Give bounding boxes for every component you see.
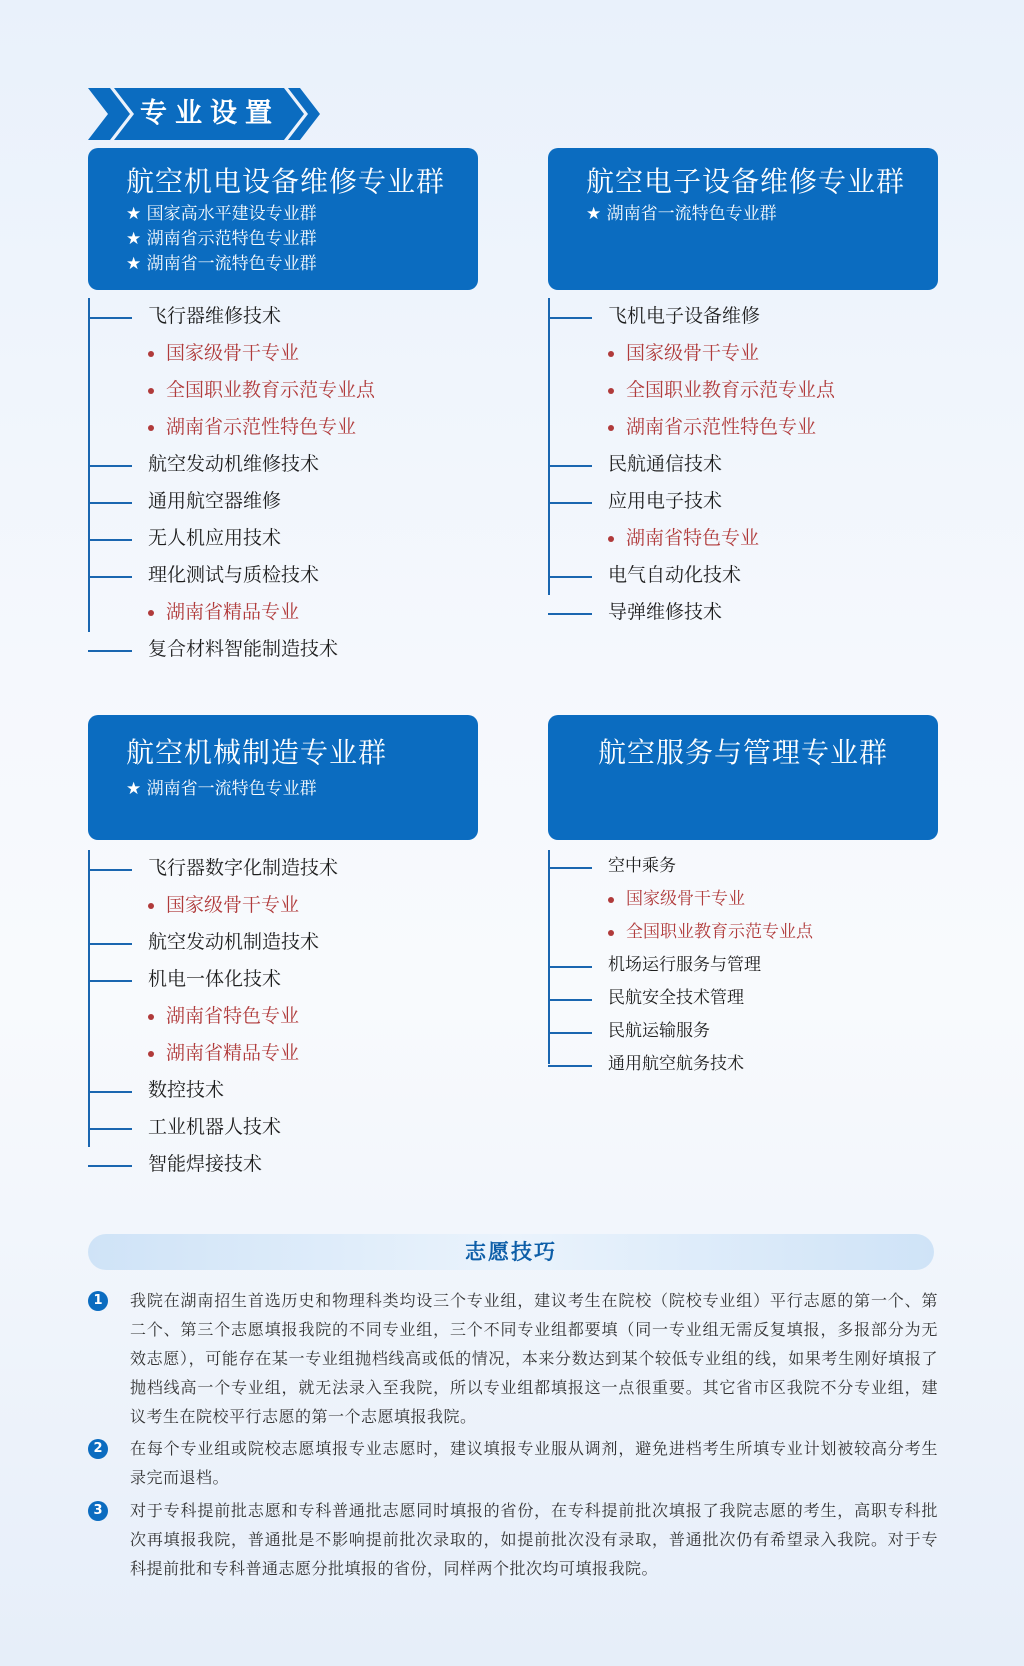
feature-item: 湖南省示范性特色专业 (88, 409, 478, 446)
bullet-dot-icon (608, 930, 614, 936)
group-header (88, 715, 478, 840)
tip-text: 我院在湖南招生首选历史和物理科类均设三个专业组，建议考生在院校（院校专业组）平行志愿的第一个、第二个、第三个志愿填报我院的不同专业组，三个不同专业组都要填（同一专业组无需反复填报，多报部分为无效志愿），可能存在某一专业组抛档线高或低的情况，本来分数达到某个较低专业组的线，如果考生刚好填报了抛档线高一个专业组，就无法录入至我院，所以专业组都填报这一点很重要。其它省市区我院不分专业组，建议考生在院校平行志愿的第一个志愿填报我院。 (130, 1291, 938, 1426)
major-item: 数控技术 (88, 1072, 478, 1109)
section-title-ribbon (88, 88, 328, 140)
major-item: 民航安全技术管理 (548, 982, 938, 1015)
major-item: 理化测试与质检技术 (88, 557, 478, 594)
major-group (548, 715, 938, 1081)
number-circle-icon: 2 (88, 1439, 108, 1459)
section-title: 专业设置 (140, 98, 280, 129)
major-item: 智能焊接技术 (88, 1146, 478, 1183)
tips-title-bar: 志愿技巧 (88, 1234, 934, 1270)
tip-text: 在每个专业组或院校志愿填报专业志愿时，建议填报专业服从调剂，避免进档考生所填专业计划被较高分考生录完而退档。 (130, 1439, 938, 1487)
major-tree (88, 850, 478, 1183)
major-item: 飞行器数字化制造技术 (88, 850, 478, 887)
feature-item: 湖南省特色专业 (88, 998, 478, 1035)
group-title: 航空机械制造专业群 (126, 736, 388, 769)
major-item: 民航通信技术 (548, 446, 938, 483)
tip-text: 对于专科提前批志愿和专科普通批志愿同时填报的省份，在专科提前批次填报了我院志愿的考生，高职专科批次再填报我院，普通批是不影响提前批次录取的，如提前批次没有录取，普通批次仍有希望录入我院。对于专科提前批和专科普通志愿分批填报的省份，同样两个批次均可填报我院。 (130, 1501, 938, 1578)
major-item: 电气自动化技术 (548, 557, 938, 594)
major-item: 飞行器维修技术 (88, 298, 478, 335)
bullet-dot-icon (148, 425, 154, 431)
bullet-dot-icon (608, 536, 614, 542)
bullet-dot-icon (148, 1051, 154, 1057)
group-badge: ★ 湖南省一流特色专业群 (126, 779, 317, 799)
major-item: 飞机电子设备维修 (548, 298, 938, 335)
major-item: 无人机应用技术 (88, 520, 478, 557)
bullet-dot-icon (608, 351, 614, 357)
major-item: 机电一体化技术 (88, 961, 478, 998)
major-item: 民航运输服务 (548, 1015, 938, 1048)
major-item: 机场运行服务与管理 (548, 949, 938, 982)
feature-item: 全国职业教育示范专业点 (548, 372, 938, 409)
feature-item: 国家级骨干专业 (548, 335, 938, 372)
major-item: 航空发动机制造技术 (88, 924, 478, 961)
feature-item: 国家级骨干专业 (548, 883, 938, 916)
tip-item (88, 1286, 938, 1431)
major-item: 航空发动机维修技术 (88, 446, 478, 483)
bullet-dot-icon (608, 897, 614, 903)
bullet-dot-icon (148, 610, 154, 616)
major-group (548, 148, 938, 631)
major-item: 工业机器人技术 (88, 1109, 478, 1146)
group-title: 航空电子设备维修专业群 (586, 165, 906, 198)
group-title: 航空机电设备维修专业群 (126, 165, 446, 198)
feature-item: 湖南省精品专业 (88, 594, 478, 631)
number-circle-icon: 1 (88, 1291, 108, 1311)
tip-item (88, 1434, 938, 1492)
group-badge: ★ 国家高水平建设专业群 (126, 204, 317, 224)
major-tree (88, 298, 478, 668)
feature-item: 湖南省示范性特色专业 (548, 409, 938, 446)
feature-item: 湖南省精品专业 (88, 1035, 478, 1072)
feature-item: 全国职业教育示范专业点 (88, 372, 478, 409)
bullet-dot-icon (148, 351, 154, 357)
group-title: 航空服务与管理专业群 (597, 736, 888, 769)
major-item: 复合材料智能制造技术 (88, 631, 478, 668)
bullet-dot-icon (608, 425, 614, 431)
group-badge: ★ 湖南省一流特色专业群 (126, 254, 317, 274)
feature-item: 国家级骨干专业 (88, 887, 478, 924)
major-item: 导弹维修技术 (548, 594, 938, 631)
number-circle-icon: 3 (88, 1501, 108, 1521)
major-item: 通用航空器维修 (88, 483, 478, 520)
group-header (88, 148, 478, 290)
major-item: 空中乘务 (548, 850, 938, 883)
bullet-dot-icon (608, 388, 614, 394)
feature-item: 全国职业教育示范专业点 (548, 916, 938, 949)
group-header (548, 715, 938, 840)
major-tree (548, 850, 938, 1081)
bullet-dot-icon (148, 1014, 154, 1020)
group-badge: ★ 湖南省示范特色专业群 (126, 229, 317, 249)
major-item: 通用航空航务技术 (548, 1048, 938, 1081)
tip-item (88, 1496, 938, 1583)
feature-item: 国家级骨干专业 (88, 335, 478, 372)
major-group (88, 715, 478, 1183)
major-group (88, 148, 478, 668)
major-item: 应用电子技术 (548, 483, 938, 520)
major-tree (548, 298, 938, 631)
feature-item: 湖南省特色专业 (548, 520, 938, 557)
group-badge: ★ 湖南省一流特色专业群 (586, 204, 777, 224)
bullet-dot-icon (148, 388, 154, 394)
bullet-dot-icon (148, 903, 154, 909)
group-header (548, 148, 938, 290)
